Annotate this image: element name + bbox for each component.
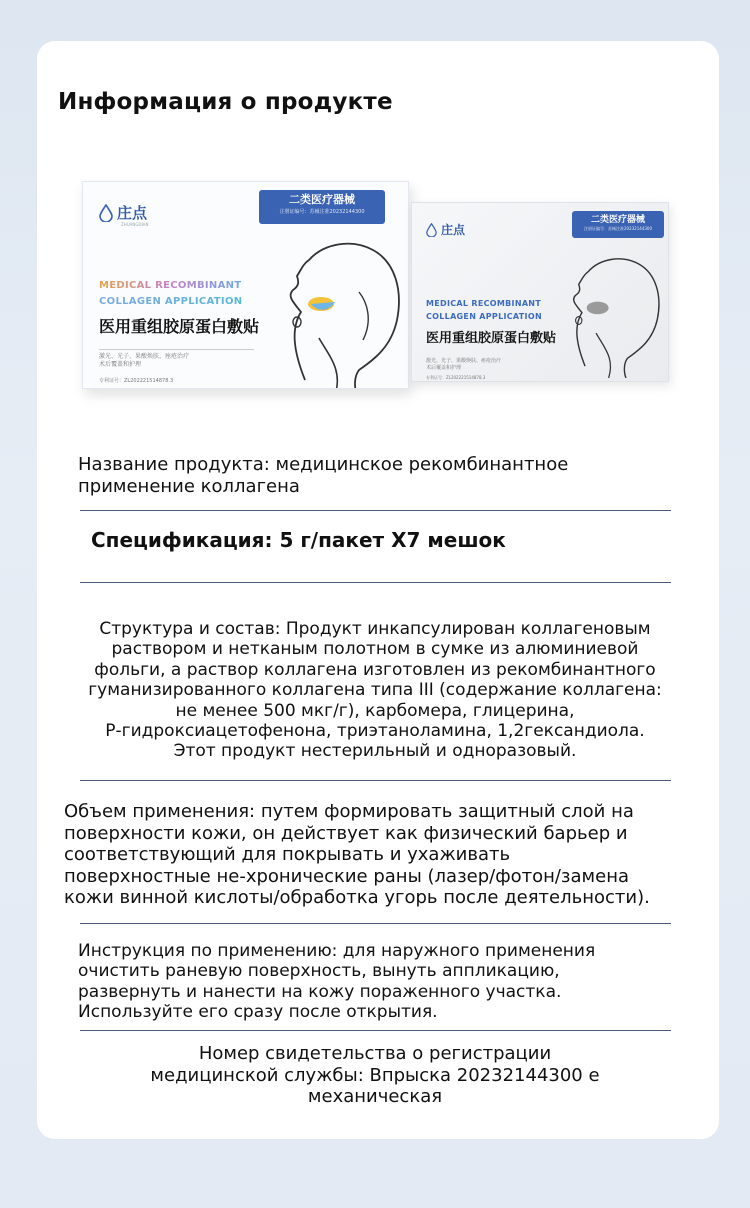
page-title: Информация о продукте xyxy=(58,89,393,115)
usage-line2: 术后覆盖和护理 xyxy=(99,361,142,369)
product-info-card xyxy=(37,41,719,1139)
pouch-usage-text xyxy=(426,358,501,372)
scope-line1: Объем применения: путем формировать защитный слой на xyxy=(64,801,634,822)
water-drop-icon xyxy=(426,223,437,237)
pouch-brand-name: 庄点 xyxy=(441,223,466,237)
instructions-line4: Используйте его сразу после открытия. xyxy=(78,1002,438,1023)
composition-line1: Структура и состав: Продукт инкапсулирован коллагеновым xyxy=(99,619,651,639)
composition-line4: гуманизированного коллагена типа III (содержание коллагена: xyxy=(88,680,662,701)
scope-line4: поверхностные не-хронические раны (лазер/фотон/замена xyxy=(64,865,629,887)
english-name-line1: MEDICAL RECOMBINANT xyxy=(99,280,242,291)
pouch-category-badge xyxy=(572,211,664,238)
brand-logo xyxy=(99,202,147,223)
composition-line2: раствором и нетканым полотном в сумке из алюминиевой xyxy=(111,639,639,660)
usage-line1: 激光、光子、果酸焕肤、痤疮治疗 xyxy=(99,353,190,360)
english-name-line2: COLLAGEN APPLICATION xyxy=(99,296,243,307)
face-illustration xyxy=(263,230,409,389)
divider-5 xyxy=(80,1030,671,1031)
pouch-category-title: 二类医疗器械 xyxy=(590,215,645,225)
chinese-product-name: 医用重组胶原蛋白敷贴 xyxy=(99,317,260,336)
box-divider xyxy=(99,349,254,350)
product-pouch-image xyxy=(411,202,669,382)
pouch-face-illustration xyxy=(552,243,669,382)
product-name-line2: применение коллагена xyxy=(78,475,300,497)
section-product-name xyxy=(78,454,698,497)
registration-line1: Номер свидетельства о регистрации xyxy=(198,1043,552,1064)
pouch-brand-logo xyxy=(426,221,465,238)
composition-line5: не менее 500 мкг/г), карбомера, глицерина, xyxy=(175,700,575,721)
brand-sub: ZHUANGDIAN xyxy=(121,222,149,227)
pouch-usage-line1: 激光、光子、果酸焕肤、痤疮治疗 xyxy=(426,358,502,364)
product-box-image xyxy=(82,181,409,389)
divider-3 xyxy=(80,780,671,781)
scope-line5: кожи винной кислоты/обработка угорь после деятельности). xyxy=(64,887,650,909)
pouch-chinese-name: 医用重组胶原蛋白敷贴 xyxy=(426,331,557,346)
divider-2 xyxy=(80,582,671,583)
brand-name: 庄点 xyxy=(117,204,148,222)
divider-4 xyxy=(80,923,671,924)
pouch-english-line2: COLLAGEN APPLICATION xyxy=(426,312,542,321)
composition-line6: Р-гидроксиацетофенона, триэтаноламина, 1,2гександиола. xyxy=(105,720,645,741)
category-badge xyxy=(259,190,385,224)
scope-line3: соответствующий для покрывать и ухаживать xyxy=(64,844,511,866)
registration-line2: медицинской службы: Впрыска 20232144300 е xyxy=(150,1064,600,1086)
pouch-english-line1: MEDICAL RECOMBINANT xyxy=(426,299,542,308)
scope-line2: поверхности кожи, он действует как физический барьер и xyxy=(64,822,628,844)
product-name-line1: Название продукта: медицинское рекомбинантное xyxy=(78,454,569,475)
category-title: 二类医疗器械 xyxy=(289,193,355,206)
category-sub: 注册证编号：苏械注准20232144300 xyxy=(279,208,365,215)
registration-line3: механическая xyxy=(307,1086,443,1108)
divider-1 xyxy=(80,510,671,511)
patent-number: 专利证号：ZL202221514878.3 xyxy=(99,378,174,384)
usage-text xyxy=(99,353,189,369)
instructions-line1: Инструкция по применению: для наружного применения xyxy=(78,941,596,961)
section-composition xyxy=(35,619,715,762)
pouch-usage-line2: 术后覆盖和护理 xyxy=(426,364,462,371)
pouch-category-sub: 注册证编号：苏械注准20232144300 xyxy=(584,226,652,232)
section-specification: Спецификация: 5 г/пакет X7 мешок xyxy=(91,528,506,552)
section-registration xyxy=(35,1043,715,1108)
instructions-line2: очистить раневую поверхность, вынуть аппликацию, xyxy=(78,961,560,982)
composition-line7: Этот продукт нестерильный и одноразовый. xyxy=(173,741,577,762)
pouch-patent-number: 专利证号：ZL202221514878.3 xyxy=(426,375,486,380)
composition-line3: фольги, а раствор коллагена изготовлен из рекомбинантного xyxy=(94,659,656,680)
instructions-line3: развернуть и нанести на кожу пораженного участка. xyxy=(78,981,562,1002)
water-drop-icon xyxy=(99,204,113,222)
section-scope xyxy=(64,801,714,909)
section-instructions xyxy=(78,941,698,1023)
